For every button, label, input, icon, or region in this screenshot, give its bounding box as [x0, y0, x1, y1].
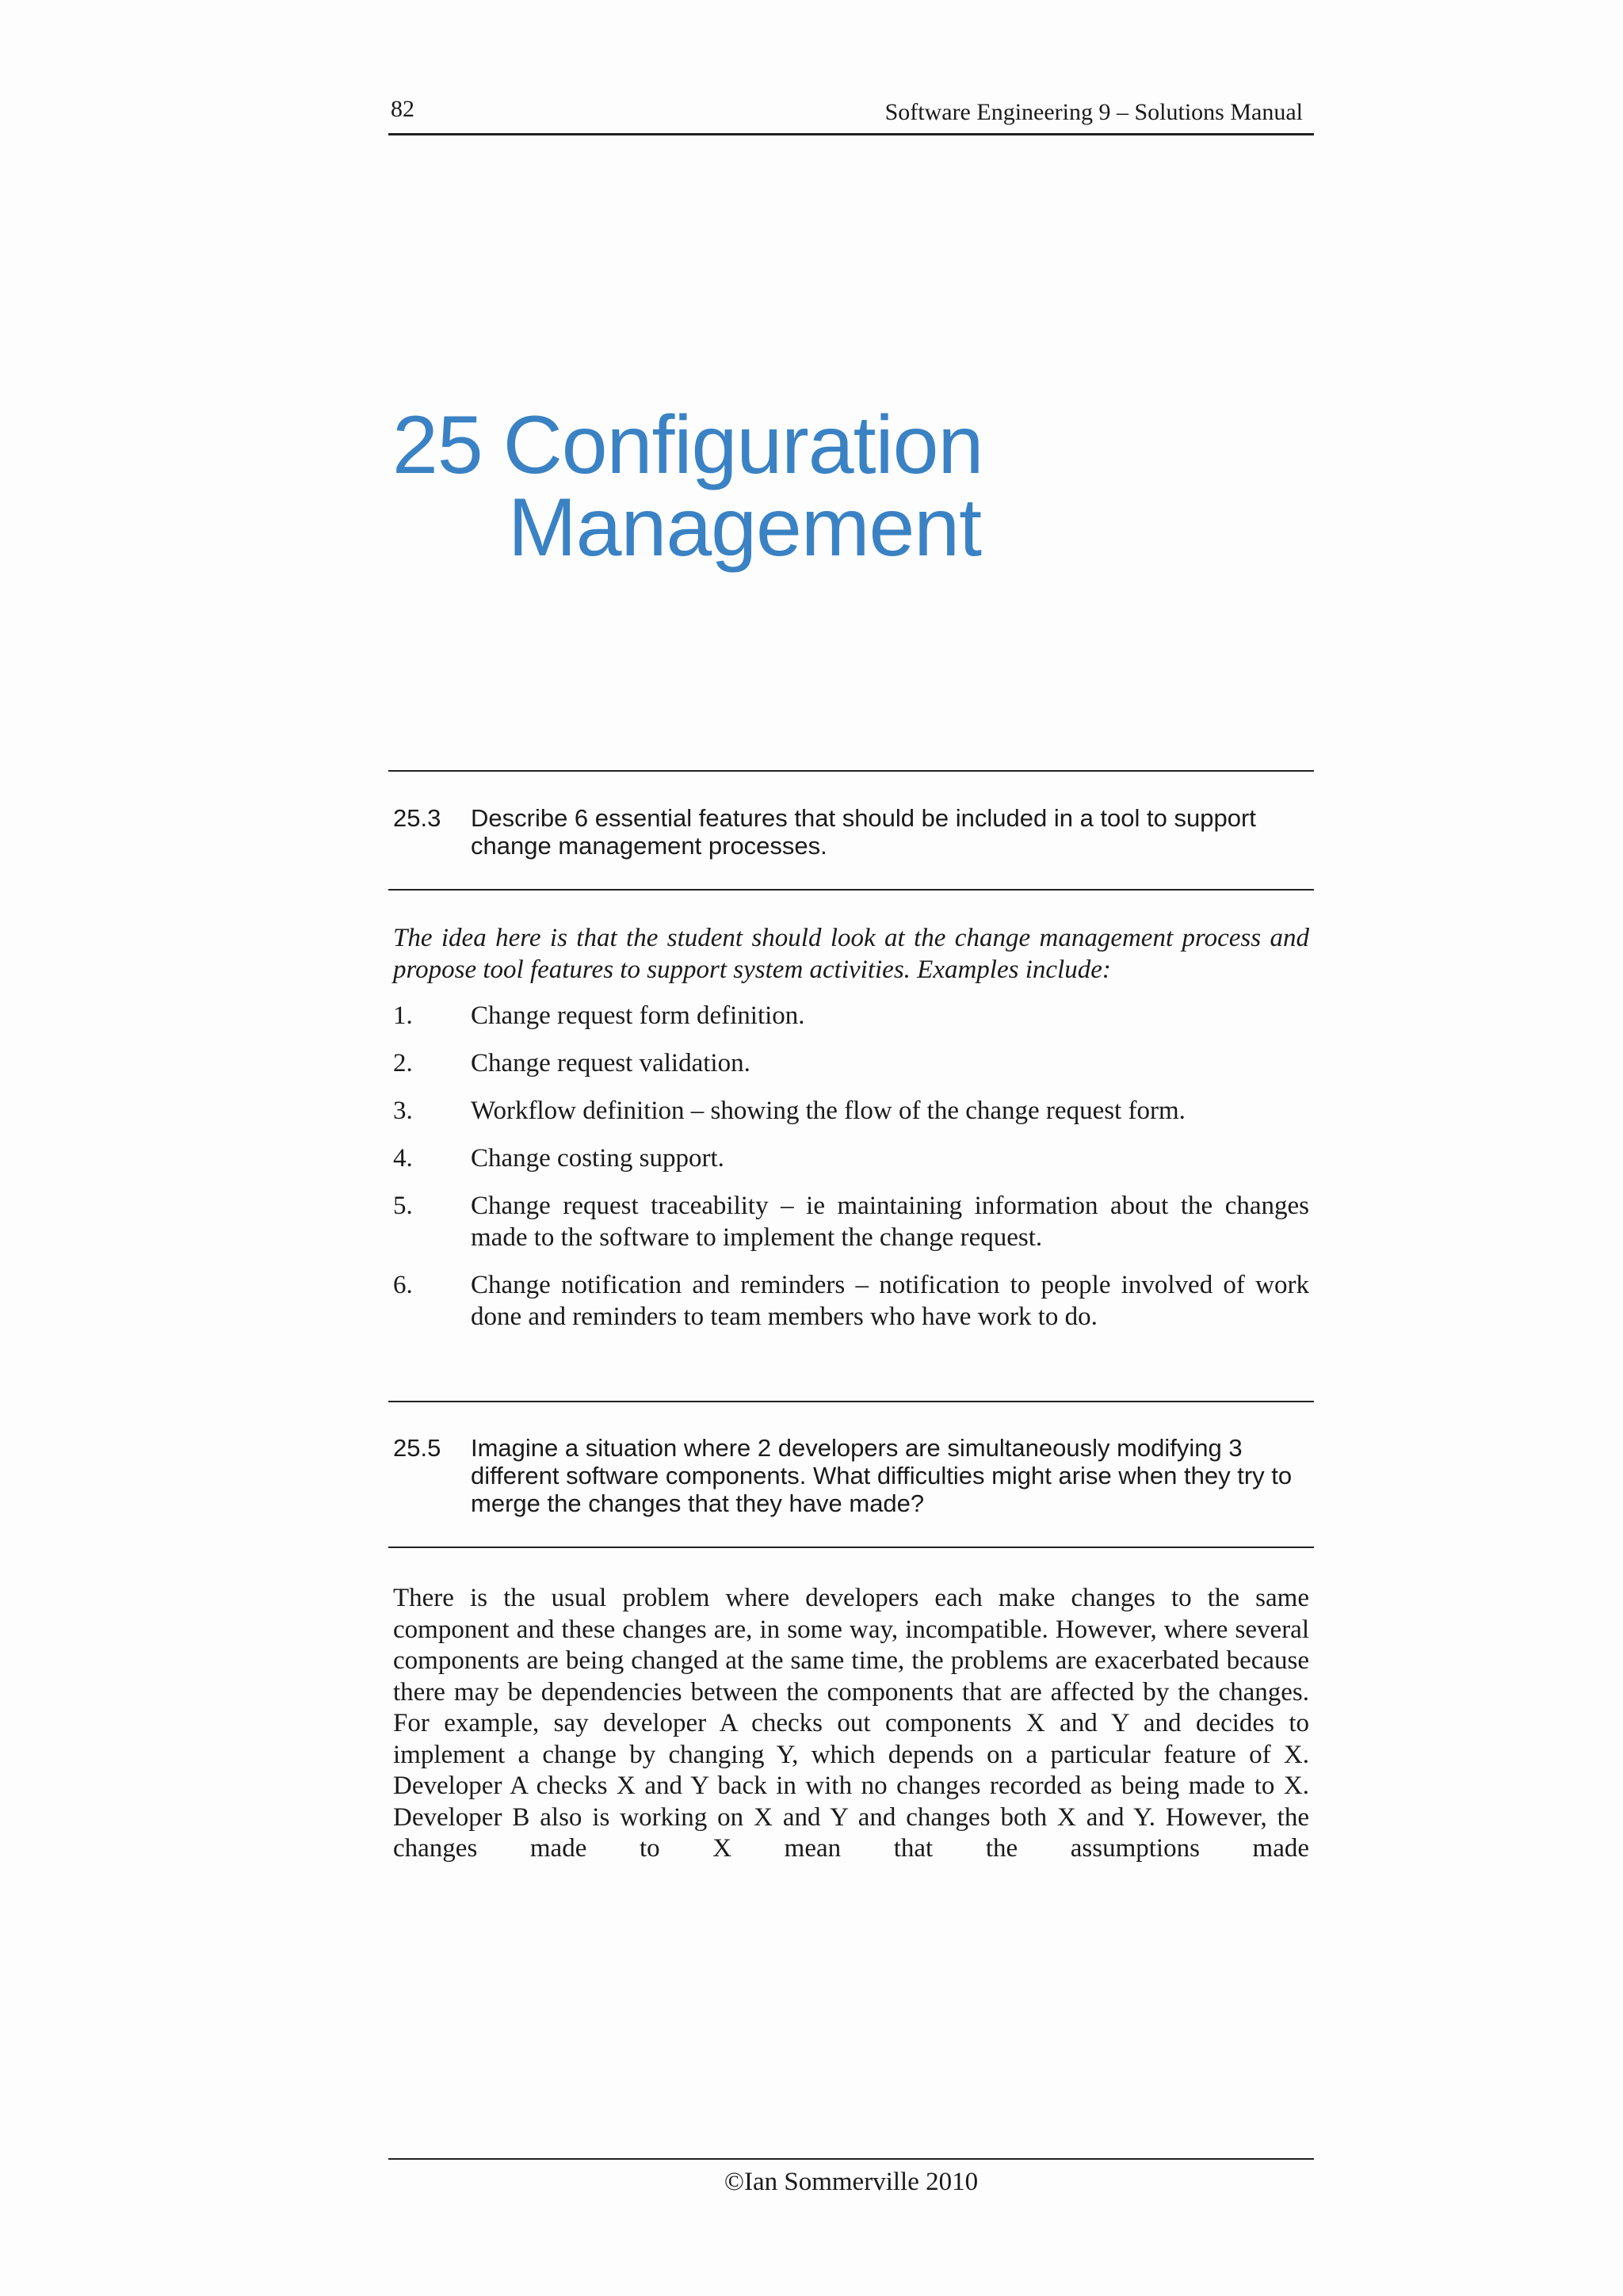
question-number: 25.5 [393, 1434, 441, 1462]
question-text: Describe 6 essential features that should be included in a tool to support change management processes. [471, 804, 1256, 860]
list-item [393, 1047, 1309, 1079]
question-top-rule [388, 1401, 1314, 1402]
list-item-number: 1. [393, 1001, 413, 1030]
footer-rule [388, 2158, 1314, 2160]
chapter-title-line1: Configuration [502, 399, 983, 491]
answer-body: There is the usual problem where developers each make changes to the same component and these changes are, in some way, incompatible. However, where several components are being changed at the same time, the problems are exacerbated because there may be dependencies between the components that are affected by the changes. For example, say developer A checks out components X and Y and decides to implement a change by changing Y, which depends on a particular feature of X. Developer A checks X and Y back in with no changes recorded as being made to X. Developer B also is working on X and Y and changes both X and Y. However, the changes made to X mean that the assumptions made [393, 1584, 1309, 1863]
list-item-text: Workflow definition – showing the flow of the change request form. [471, 1097, 1186, 1125]
list-item [393, 1190, 1309, 1253]
question-bottom-rule [388, 889, 1314, 891]
list-item [393, 1269, 1309, 1333]
page-header [388, 95, 1314, 135]
list-item-number: 4. [393, 1144, 413, 1173]
page-number: 82 [391, 96, 414, 122]
chapter-title-line2: Management [508, 482, 982, 574]
answer-list [393, 1000, 1309, 1348]
answer-intro: The idea here is that the student should look at the change management process and propose tool features to support system activities. Examples include: [393, 924, 1309, 984]
list-item [393, 1095, 1309, 1127]
list-item-number: 2. [393, 1049, 413, 1077]
chapter-title [392, 399, 983, 574]
list-item-number: 3. [393, 1097, 413, 1125]
list-item-text: Change costing support. [471, 1144, 724, 1173]
list-item-number: 6. [393, 1271, 413, 1299]
list-item-text: Change request form definition. [471, 1001, 805, 1030]
question-number: 25.3 [393, 804, 441, 832]
question-bottom-rule [388, 1547, 1314, 1548]
chapter-number: 25 [392, 399, 483, 491]
question-25-5 [393, 1434, 1312, 1517]
question-text: Imagine a situation where 2 developers are simultaneously modifying 3 different software components. What difficulties might arise when they try to merge the changes that they have made? [471, 1434, 1293, 1517]
list-item-text: Change request traceability – ie maintaining information about the changes made to the software to implement the change request. [471, 1192, 1309, 1252]
question-25-3 [393, 804, 1312, 860]
list-item-number: 5. [393, 1192, 413, 1220]
list-item-text: Change request validation. [471, 1049, 750, 1077]
list-item-text: Change notification and reminders – notification to people involved of work done and reminders to team members who have work to do. [471, 1271, 1309, 1331]
question-top-rule [388, 770, 1314, 772]
copyright: ©Ian Sommerville 2010 [724, 2168, 979, 2196]
running-title: Software Engineering 9 – Solutions Manual [884, 99, 1303, 125]
list-item [393, 1000, 1309, 1032]
list-item [393, 1142, 1309, 1174]
